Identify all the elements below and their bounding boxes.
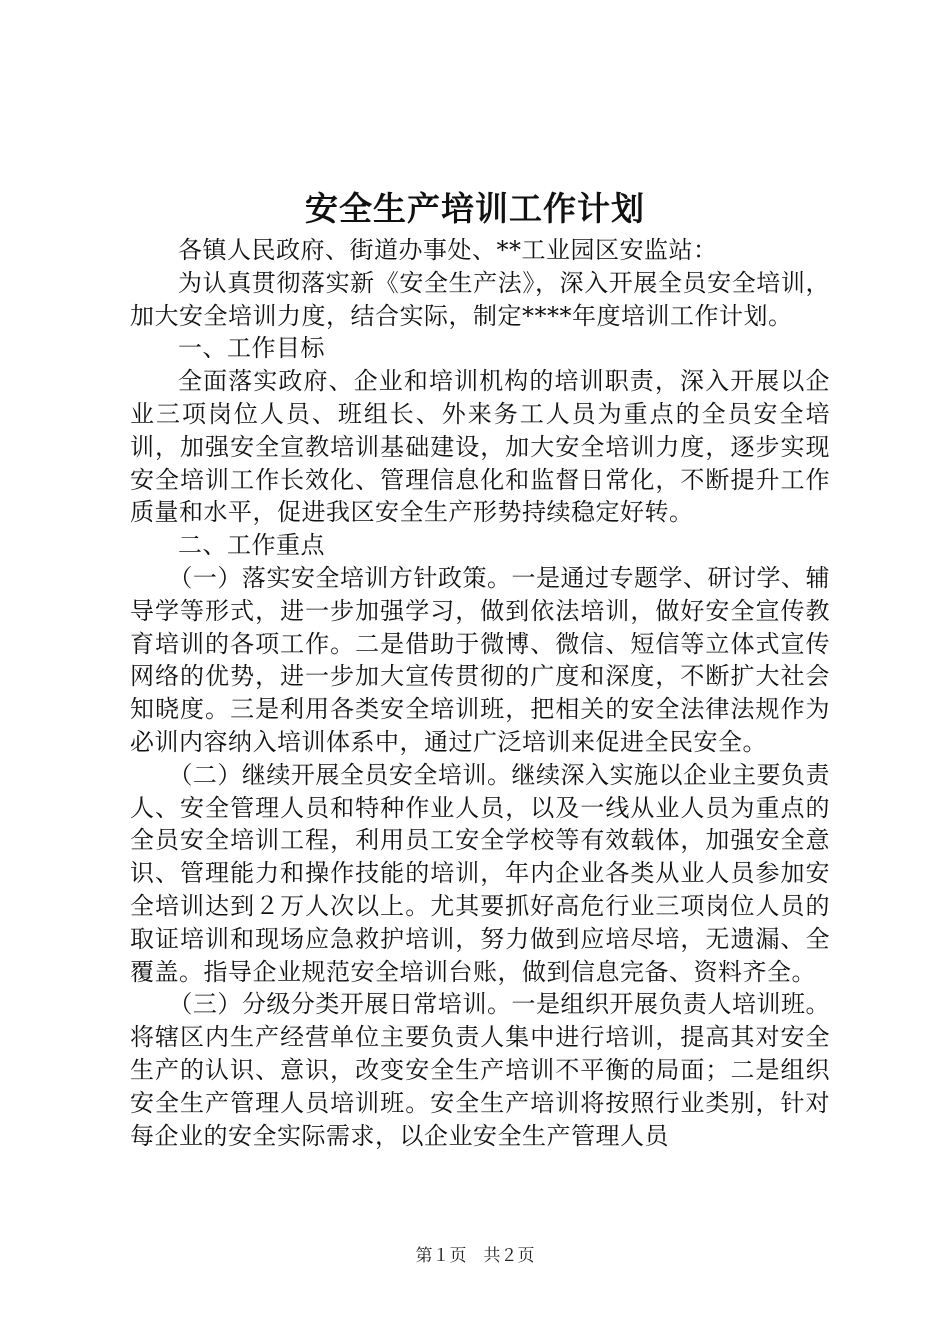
focus-item-1: （一）落实安全培训方针政策。一是通过专题学、研讨学、辅导学等形式，进一步加强学习，做到依法培训，做好安全宣传教育培训的各项工作。二是借助于微博、微信、短信等立体式宣传网络的优势，进一步加大宣传贯彻的广度和深度，不断扩大社会知晓度。三是利用各类安全培训班，把相关的安全法律法规作为必训内容纳入培训体系中，通过广泛培训来促进全民安全。 <box>130 563 830 756</box>
goals-paragraph: 全面落实政府、企业和培训机构的培训职责，深入开展以企业三项岗位人员、班组长、外来务工人员为重点的全员安全培训，加强安全宣教培训基础建设，加大安全培训力度，逐步实现安全培训工作长效化、管理信息化和监督日常化，不断提升工作质量和水平，促进我区安全生产形势持续稳定好转。 <box>130 367 830 527</box>
document-body <box>130 234 830 1152</box>
focus-item-2: （二）继续开展全员安全培训。继续深入实施以企业主要负责人、安全管理人员和特种作业人员，以及一线从业人员为重点的全员安全培训工程，利用员工安全学校等有效载体，加强安全意识、管理能力和操作技能的培训，年内企业各类从业人员参加安全培训达到２万人次以上。尤其要抓好高危行业三项岗位人员的取证培训和现场应急救护培训，努力做到应培尽培，无遗漏、全覆盖。指导企业规范安全培训台账，做到信息完备、资料齐全。 <box>130 760 830 986</box>
section-heading-focus: 二、工作重点 <box>178 531 325 560</box>
focus-item-3: （三）分级分类开展日常培训。一是组织开展负责人培训班。将辖区内生产经营单位主要负责人集中进行培训，提高其对安全生产的认识、意识，改变安全生产培训不平衡的局面；二是组织安全生产管理人员培训班。安全生产培训将按照行业类别，针对每企业的安全实际需求，以企业安全生产管理人员 <box>130 990 830 1150</box>
intro-paragraph: 为认真贯彻落实新《安全生产法》，深入开展全员安全培训，加大安全培训力度，结合实际，制定****年度培训工作计划。 <box>130 268 830 330</box>
section-heading-goals: 一、工作目标 <box>178 334 325 363</box>
page-footer: 第１页 共２页 <box>415 1246 535 1266</box>
salutation: 各镇人民政府、街道办事处、**工业园区安监站： <box>178 236 718 264</box>
document-title: 安全生产培训工作计划 <box>305 189 645 228</box>
